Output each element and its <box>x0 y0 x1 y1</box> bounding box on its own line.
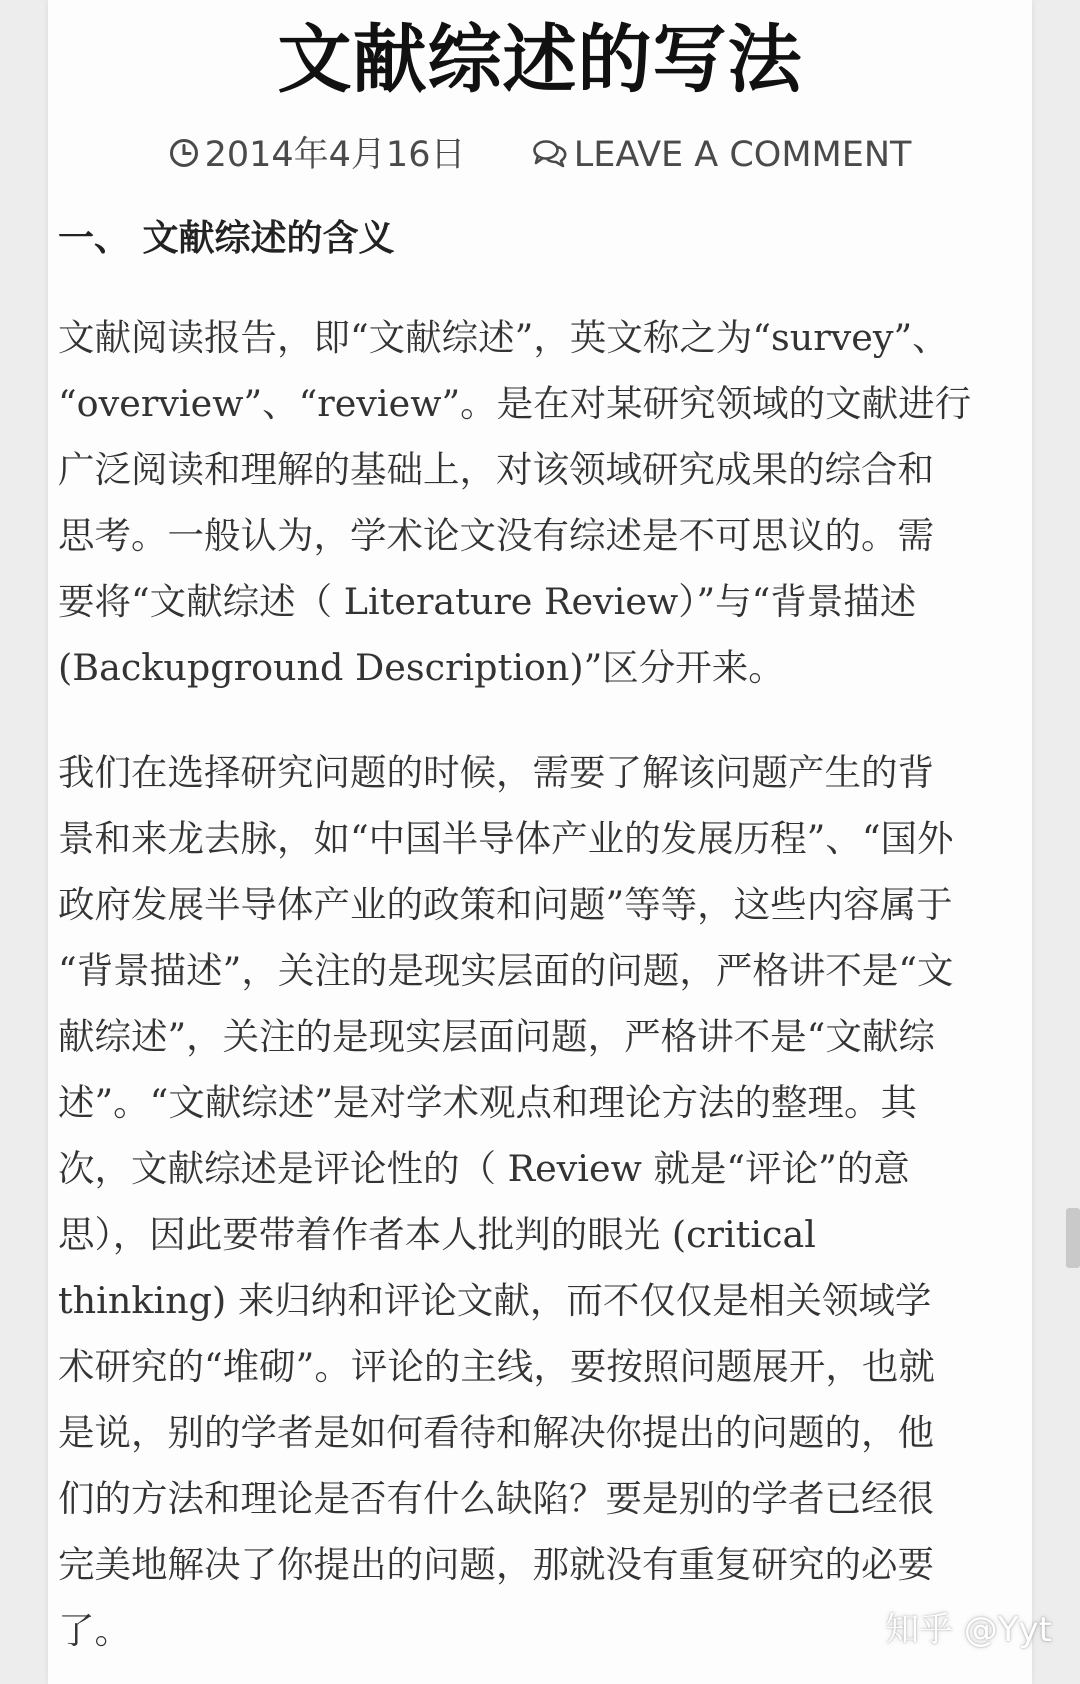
paragraph-line: 了。 <box>58 1609 131 1652</box>
article-meta <box>0 128 1080 181</box>
comments-icon <box>532 138 568 168</box>
paragraph-line: 术研究的“堆砌”。评论的主线，要按照问题展开，也就 <box>58 1345 935 1388</box>
paragraph-line: 思考。一般认为，学术论文没有综述是不可思议的。需 <box>58 514 934 557</box>
paragraph-2 <box>58 740 1018 1664</box>
leave-comment-link[interactable] <box>532 129 912 181</box>
paragraph-line: thinking) 来归纳和评论文献，而不仅仅是相关领域学 <box>58 1279 932 1322</box>
paragraph-line: 我们在选择研究问题的时候，需要了解该问题产生的背 <box>58 751 934 794</box>
article-title: 文献综述的写法 <box>277 17 803 103</box>
paragraph-line: 次，文献综述是评论性的（ Review 就是“评论”的意 <box>58 1147 910 1190</box>
post-date[interactable] <box>169 129 466 181</box>
paragraph-1 <box>58 305 1018 701</box>
paragraph-line: 是说，别的学者是如何看待和解决你提出的问题的，他 <box>58 1411 934 1454</box>
section-heading: 一、 文献综述的含义 <box>58 218 395 259</box>
paragraph-line: “overview”、“review”。是在对某研究领域的文献进行 <box>58 382 972 425</box>
paragraph-line: 政府发展半导体产业的政策和问题”等等，这些内容属于 <box>58 883 953 926</box>
paragraph-line: 文献阅读报告，即“文献综述”，英文称之为“survey”、 <box>58 316 949 359</box>
paragraph-line: 思），因此要带着作者本人批判的眼光 (critical <box>58 1213 816 1256</box>
paragraph-line: 要将“文献综述（ Literature Review）”与“背景描述 <box>58 580 917 623</box>
paragraph-line: 广泛阅读和理解的基础上，对该领域研究成果的综合和 <box>58 448 934 491</box>
leave-comment-text: LEAVE A COMMENT <box>573 135 912 175</box>
clock-icon <box>169 138 199 168</box>
scrollbar-thumb[interactable] <box>1066 1208 1080 1268</box>
paragraph-line: 们的方法和理论是否有什么缺陷？要是别的学者已经很 <box>58 1477 934 1520</box>
post-date-text: 2014年4月16日 <box>204 135 466 175</box>
paragraph-line: “背景描述”，关注的是现实层面的问题，严格讲不是“文 <box>58 949 954 992</box>
paragraph-line: 景和来龙去脉，如“中国半导体产业的发展历程”、“国外 <box>58 817 954 860</box>
paragraph-line: 完美地解决了你提出的问题，那就没有重复研究的必要 <box>58 1543 934 1586</box>
paragraph-line: 述”。“文献综述”是对学术观点和理论方法的整理。其 <box>58 1081 917 1124</box>
paragraph-line: 献综述”，关注的是现实层面问题，严格讲不是“文献综 <box>58 1015 935 1058</box>
watermark: 知乎 @Yyt <box>884 1610 1052 1650</box>
paragraph-line: (Backupground Description)”区分开来。 <box>58 646 785 689</box>
